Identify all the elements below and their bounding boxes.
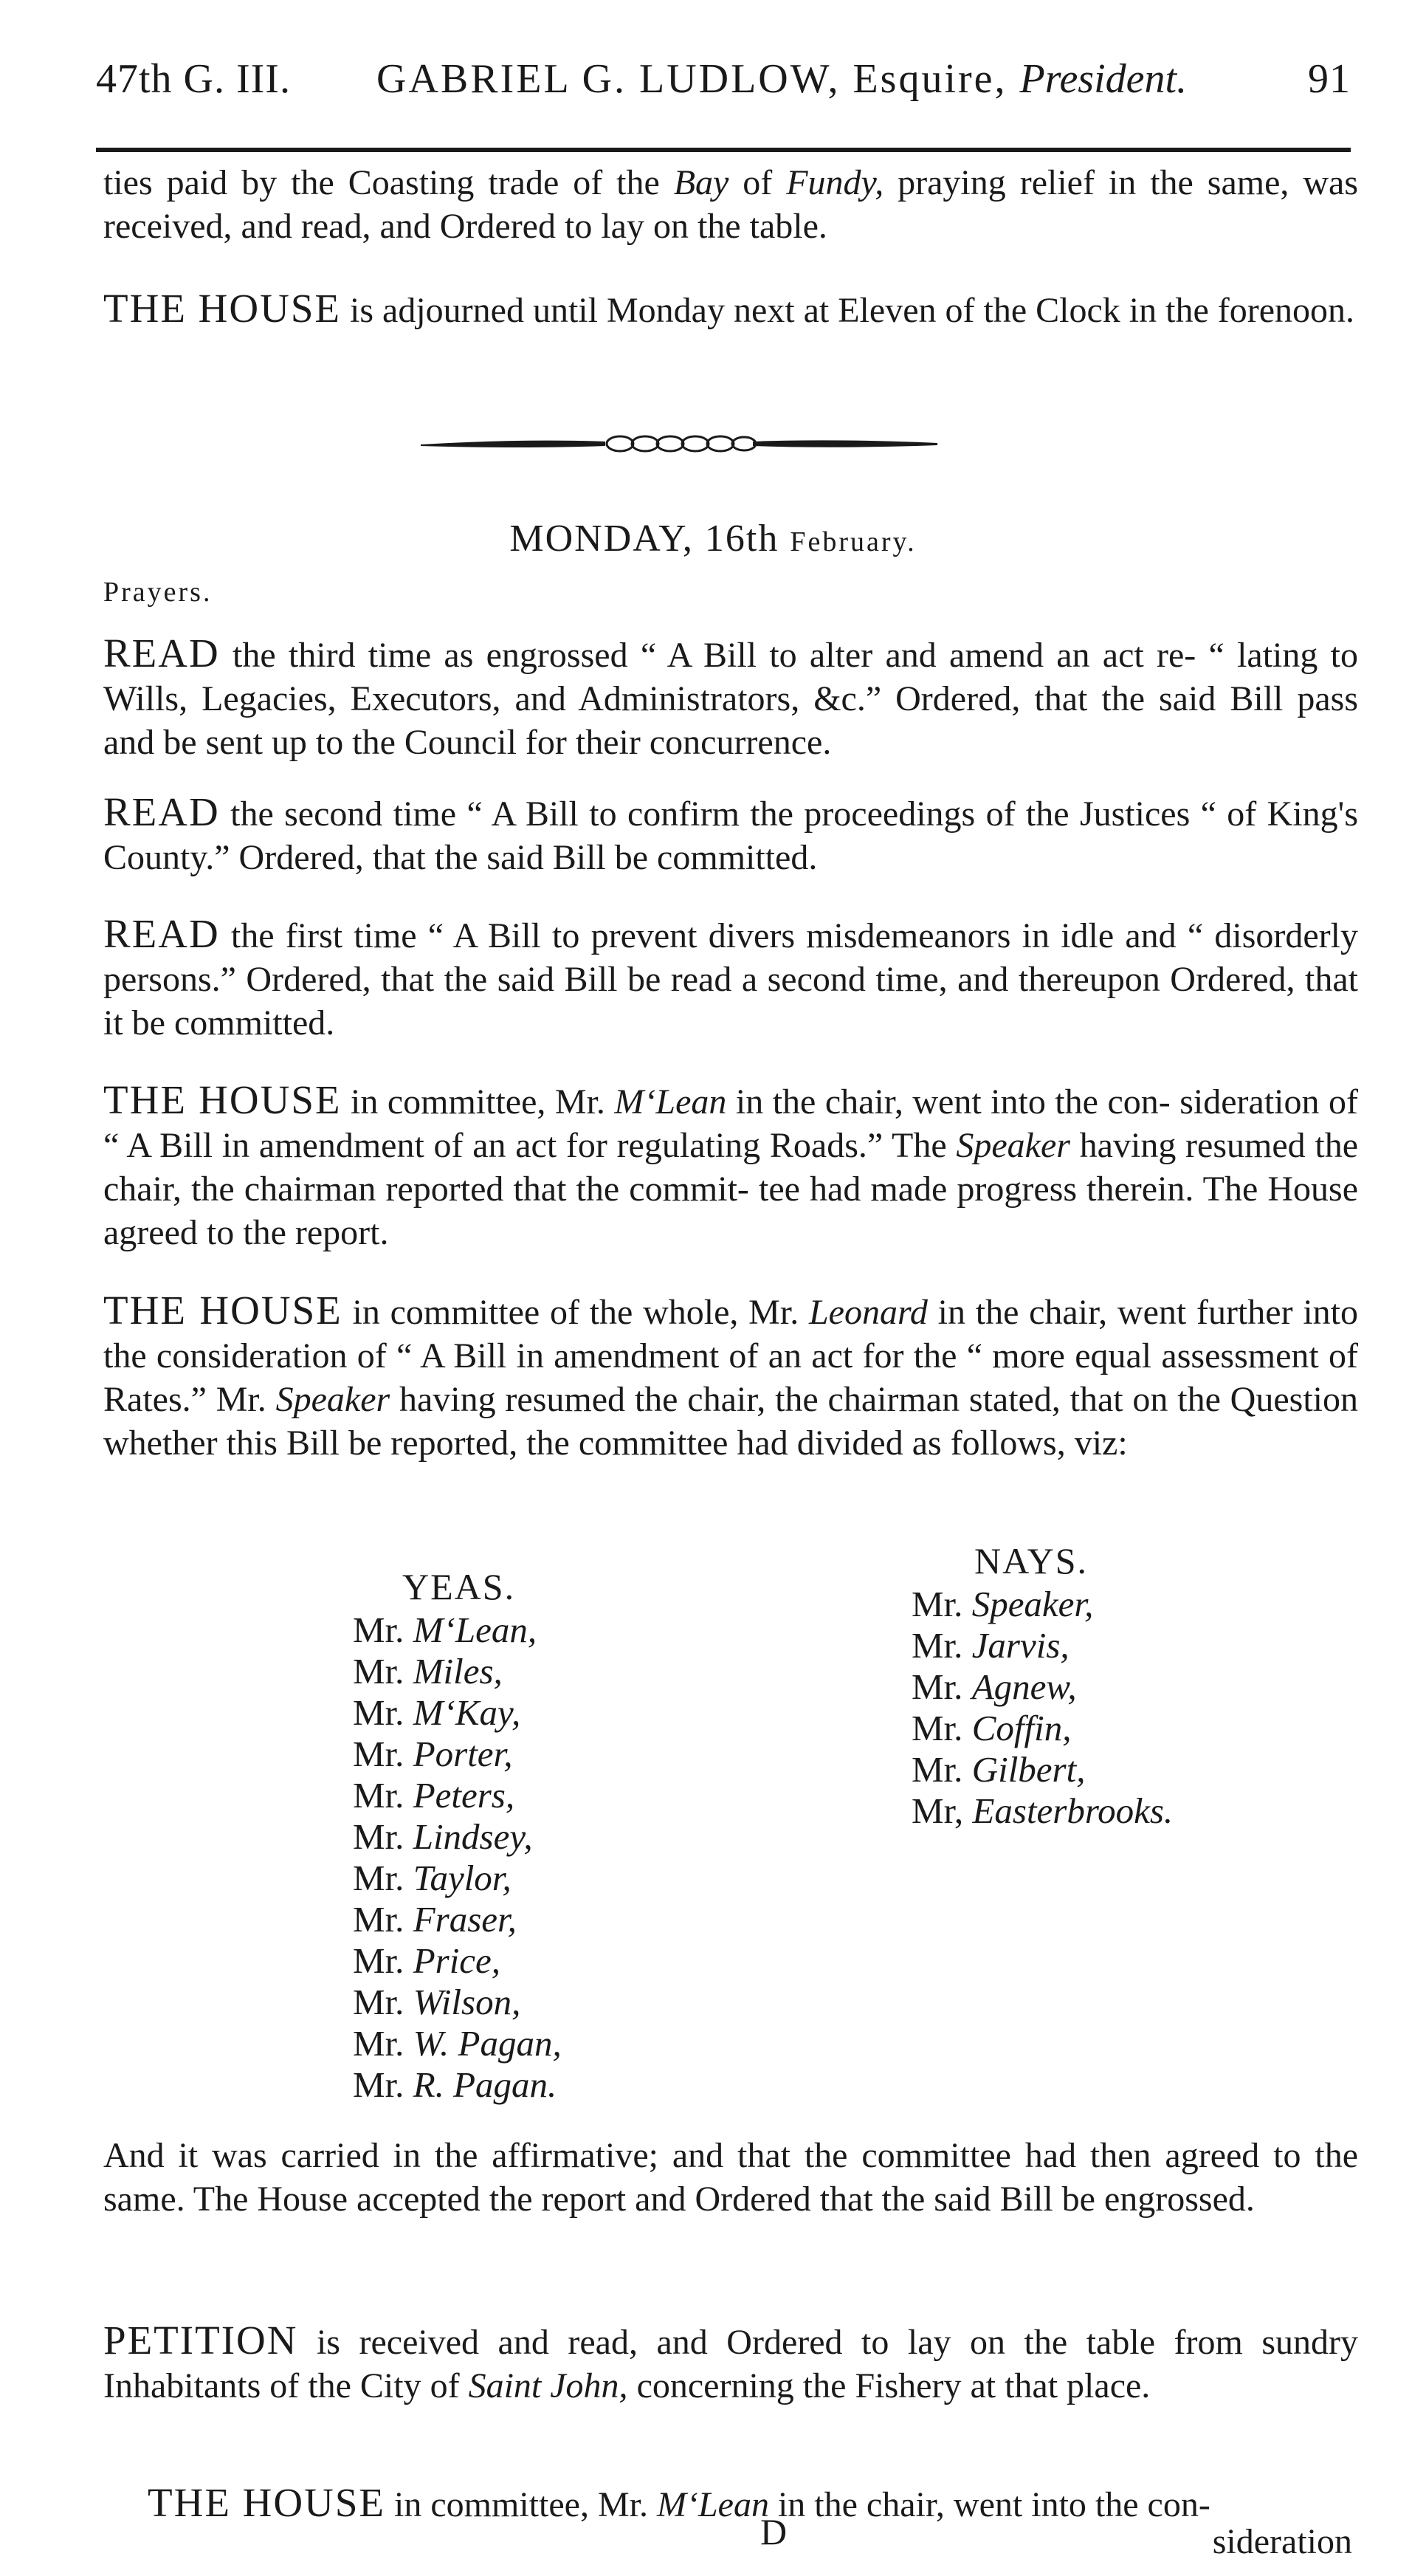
member-prefix: Mr. (912, 1708, 972, 1748)
paragraph (148, 2481, 1358, 2527)
member-surname: Price, (413, 1940, 501, 1981)
text-run: in committee, Mr. (341, 1082, 615, 1122)
paragraph (103, 790, 1358, 879)
member-surname: R. Pagan. (413, 2064, 557, 2105)
member-surname: Coffin, (971, 1708, 1072, 1748)
member-surname: Gilbert, (971, 1749, 1086, 1790)
text-run: And it was carried in the affirmative; and that the committee had then agreed to the same. The House accepted the report and Ordered that the said Bill be engrossed. (103, 2136, 1358, 2219)
text-run: praying relief in the same, was received, and read, and Ordered to lay on the table. (103, 163, 1358, 246)
member-prefix: Mr. (353, 1940, 413, 1981)
member-prefix: Mr. (353, 1775, 413, 1816)
member-name (353, 1734, 562, 1775)
member-surname: Peters, (413, 1775, 515, 1816)
text-run-italic: Speaker (956, 1126, 1070, 1165)
paragraph (103, 161, 1358, 248)
text-run: is adjourned until Monday next at Eleven of the Clock in the forenoon. (341, 291, 1355, 330)
paragraph-lead: PETITION (103, 2318, 298, 2363)
president-title-italic: President. (1019, 56, 1188, 102)
text-run: concerning the Fishery at that place. (627, 2366, 1151, 2405)
paragraph-lead: THE HOUSE (148, 2480, 386, 2525)
text-run: in the chair, went into the con- (768, 2485, 1210, 2524)
member-name (353, 2064, 562, 2106)
member-surname: Porter, (413, 1734, 513, 1774)
member-surname: Jarvis, (971, 1625, 1070, 1666)
member-name (353, 1775, 562, 1816)
paragraph (103, 2318, 1358, 2408)
member-prefix: Mr. (353, 2023, 413, 2064)
member-prefix: Mr. (912, 1625, 972, 1666)
member-name (912, 1790, 1173, 1832)
paragraph-lead: READ (103, 789, 220, 834)
member-prefix: Mr. (912, 1749, 972, 1790)
member-surname: Agnew, (971, 1666, 1077, 1707)
member-prefix: Mr. (353, 1651, 413, 1691)
member-name (912, 1708, 1173, 1749)
day-heading-month: February. (790, 526, 917, 557)
running-header (96, 46, 1351, 112)
member-prefix: Mr. (353, 1734, 413, 1774)
member-prefix: Mr. (353, 1692, 413, 1733)
member-surname: Wilson, (413, 1982, 521, 2022)
text-run: in committee of the whole, Mr. (342, 1293, 809, 1332)
paragraph (103, 1078, 1358, 1254)
paragraph-lead: READ (103, 631, 220, 676)
paragraph-lead: THE HOUSE (103, 1077, 342, 1122)
text-run-italic: M‘Lean (614, 1082, 727, 1122)
member-name (912, 1749, 1173, 1790)
member-surname: Speaker, (971, 1584, 1094, 1624)
president-name: GABRIEL G. LUDLOW, (376, 56, 841, 102)
member-prefix: Mr. (353, 1816, 413, 1857)
member-prefix: Mr. (353, 1610, 413, 1650)
paragraph (103, 1288, 1358, 1465)
catchword: sideration (1212, 2522, 1352, 2561)
member-name (912, 1584, 1173, 1625)
paragraph (103, 631, 1358, 764)
member-surname: Lindsey, (413, 1816, 533, 1857)
text-run: in committee, Mr. (385, 2485, 657, 2524)
signature-mark: D (760, 2511, 788, 2552)
member-surname: Miles, (413, 1651, 503, 1691)
text-run-italic: Speaker (275, 1380, 390, 1419)
text-run: in the chair, went into the con- sideration of “ A Bill in amendment of an act for regulating Roads.” The (103, 1082, 1358, 1165)
text-run: ties paid by the Coasting trade of the (103, 163, 674, 202)
text-run-italic: Saint John, (468, 2366, 628, 2405)
member-name (353, 1816, 562, 1858)
page-number: 91 (1308, 56, 1351, 102)
paragraph (103, 912, 1358, 1045)
text-run: having resumed the chair, the chairman stated, that on the Question whether this Bill be reported, the committee had divided as follows, viz: (103, 1380, 1358, 1463)
text-run: the third time as engrossed “ A Bill to alter and amend an act re- “ lating to Wills, Legacies, Executors, and Administrators, &c.” Ordered, that the said Bill pass and be sent up to the Council for their concurrence. (103, 636, 1358, 762)
member-prefix: Mr. (353, 2064, 413, 2105)
prayers-heading: Prayers. (103, 577, 213, 608)
regnal-year: 47th G. III. (96, 56, 291, 102)
member-name (353, 1651, 562, 1692)
member-name (353, 1858, 562, 1899)
member-name (912, 1666, 1173, 1708)
member-prefix: Mr. (353, 1899, 413, 1940)
yeas-list (353, 1610, 562, 2106)
member-surname: Easterbrooks. (972, 1790, 1174, 1831)
text-run: is received and read, and Ordered to lay on the table from sundry Inhabitants of the City of (103, 2323, 1358, 2405)
member-prefix: Mr, (912, 1790, 973, 1831)
member-name (353, 1982, 562, 2023)
nays-list (912, 1584, 1173, 1832)
member-name (353, 2023, 562, 2064)
ornament-divider (421, 428, 937, 458)
header-rule (96, 148, 1351, 152)
member-prefix: Mr. (912, 1666, 972, 1707)
text-run: of (728, 163, 787, 202)
member-surname: W. Pagan, (413, 2023, 562, 2064)
text-run: in the chair, went further into the consideration of “ A Bill in amendment of an act for the “ more equal assessment of Rates.” Mr. (103, 1293, 1358, 1419)
yeas-heading: YEAS. (402, 1566, 516, 1607)
member-surname: Taylor, (413, 1858, 512, 1898)
nays-heading: NAYS. (974, 1540, 1089, 1581)
text-run: the second time “ A Bill to confirm the proceedings of the Justices “ of King's County.” Ordered, that the said Bill be committed. (103, 794, 1358, 877)
member-surname: M‘Kay, (413, 1692, 521, 1733)
text-run-italic: M‘Lean (656, 2485, 769, 2524)
member-name (353, 1610, 562, 1651)
president-title: Esquire, (840, 56, 1020, 102)
text-run: the first time “ A Bill to prevent divers misdemeanors in idle and “ disorderly persons.” Ordered, that the said Bill be read a second time, and thereupon Ordered, that it be committed. (103, 916, 1358, 1043)
member-prefix: Mr. (353, 1858, 413, 1898)
day-heading-main: MONDAY, 16th (509, 518, 790, 560)
member-surname: Fraser, (413, 1899, 517, 1940)
text-run-italic: Fundy, (786, 163, 884, 202)
paragraph-lead: READ (103, 911, 220, 956)
member-name (353, 1692, 562, 1734)
paragraph (103, 2134, 1358, 2221)
member-name (353, 1899, 562, 1940)
paragraph (103, 286, 1358, 332)
paragraph-lead: THE HOUSE (103, 1288, 342, 1333)
text-run-italic: Leonard (808, 1293, 928, 1332)
day-heading (0, 517, 1426, 560)
president-line (376, 46, 1187, 112)
member-name (353, 1940, 562, 1982)
member-name (912, 1625, 1173, 1666)
member-prefix: Mr. (912, 1584, 972, 1624)
text-run: having resumed the chair, the chairman reported that the commit- tee had made progress therein. The House agreed to the report. (103, 1126, 1358, 1252)
text-run-italic: Bay (673, 163, 729, 202)
paragraph-lead: THE HOUSE (103, 286, 342, 331)
member-prefix: Mr. (353, 1982, 413, 2022)
member-surname: M‘Lean, (413, 1610, 537, 1650)
